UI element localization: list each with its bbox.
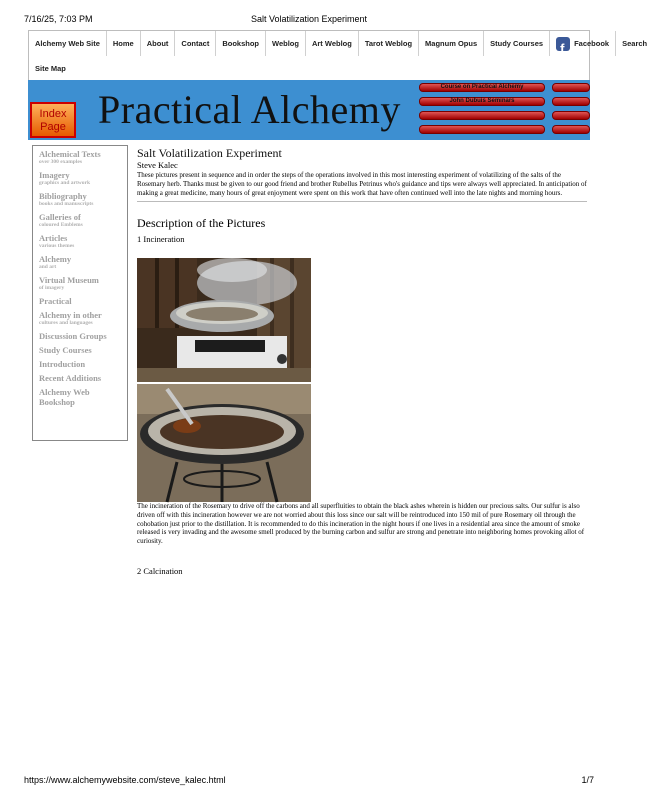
pictures-heading: Description of the Pictures <box>137 216 266 231</box>
incineration-photo-1 <box>137 258 311 382</box>
sidebar-item-label: Discussion Groups <box>39 331 107 341</box>
nav-about[interactable]: About <box>141 31 176 56</box>
sidebar-item-discussion-groups[interactable] <box>39 331 121 341</box>
banner <box>28 80 590 140</box>
index-line2: Page <box>40 121 66 133</box>
sidebar-item-label: Study Courses <box>39 345 92 355</box>
sidebar-item-label: Practical <box>39 296 72 306</box>
sidebar-item-label: Imagery <box>39 170 70 180</box>
sidebar-item-label: Bibliography <box>39 191 87 201</box>
nav-art-weblog[interactable]: Art Weblog <box>306 31 359 56</box>
sidebar-item-sublabel: coloured Emblems <box>39 222 83 228</box>
section-1-label: 1 Incineration <box>137 234 185 245</box>
sidebar-item-other-cultures[interactable] <box>39 310 121 327</box>
section-2-label: 2 Calcination <box>137 566 183 576</box>
sidebar-item-label: Alchemical Texts <box>39 149 101 159</box>
banner-button-blank-2[interactable] <box>552 97 590 106</box>
nav-bookshop[interactable]: Bookshop <box>216 31 266 56</box>
nav-site-map[interactable]: Site Map <box>35 64 66 73</box>
sidebar-item-label: Alchemy <box>39 254 72 264</box>
index-line1: Index <box>39 108 67 120</box>
nav-facebook-label: Facebook <box>574 39 610 48</box>
sidebar-item-virtual-museum[interactable] <box>39 275 121 292</box>
banner-button-blank-4[interactable] <box>552 111 590 120</box>
john-dubuis-seminars-button[interactable]: John Dubuis Seminars <box>419 97 545 106</box>
banner-title: Practical Alchemy <box>98 87 401 132</box>
nav-magnum-opus[interactable]: Magnum Opus <box>419 31 484 56</box>
sidebar-item-galleries[interactable] <box>39 212 121 229</box>
facebook-icon <box>556 37 570 51</box>
sidebar-item-sublabel: over 300 examples <box>39 159 82 165</box>
nav-weblog[interactable]: Weblog <box>266 31 306 56</box>
sidebar-item-sublabel: books and manuscripts <box>39 201 94 207</box>
sidebar-item-label: Virtual Museum <box>39 275 99 285</box>
course-practical-alchemy-button[interactable]: Course on Practical Alchemy <box>419 83 545 92</box>
banner-button-blank-5[interactable] <box>419 125 545 134</box>
banner-button-blank-1[interactable] <box>552 83 590 92</box>
nav-tarot-weblog[interactable]: Tarot Weblog <box>359 31 419 56</box>
sidebar-item-sublabel: cultures and languages <box>39 320 93 326</box>
sidebar-item-imagery[interactable] <box>39 170 121 187</box>
article-title: Salt Volatilization Experiment <box>137 146 282 160</box>
sidebar-item-sublabel: graphics and artwork <box>39 180 91 186</box>
nav-study-courses[interactable]: Study Courses <box>484 31 550 56</box>
print-footer <box>24 775 594 787</box>
section-1-description: The incineration of the Rosemary to drive off the carbons and all superfluities to obtain the black ashes wherein is hidden our precious salts. Our sulfur is also driven off with this incineration however we are not worried about this loss since our salt will be reintroduced into 150 mil of pure Rosemary oil through the cohobation just prior to the distillation. It is recommended to do this incineration in the night hours if one lives in a residential area since the amount of smoke released is very invading and the awesome smell produced by the burning carbon and sulfur are strong and penetrate into neighboring homes provoking allot of curiosity. <box>137 502 585 546</box>
sidebar-item-sublabel: various themes <box>39 243 75 249</box>
banner-button-blank-3[interactable] <box>419 111 545 120</box>
article-intro: These pictures present in sequence and in order the steps of the operations involved in this most interesting experiment of volatilizing of the salts of the Rosemary herb. Thanks must be given to our good friend and brother Rubellus Petrinus who's guidance and tips were always well appreciated. In anticipation of making a great medicine, many hours of great enjoyment were spent on this work that have often continued well into the late nights and morning hours. <box>137 171 587 197</box>
print-url: https://www.alchemywebsite.com/steve_kalec.html <box>24 775 226 785</box>
incineration-photo-2 <box>137 384 311 502</box>
sidebar-item-introduction[interactable] <box>39 359 121 369</box>
sidebar-item-label: Alchemy in other <box>39 310 102 320</box>
sidebar-item-recent-additions[interactable] <box>39 373 121 383</box>
print-header <box>24 14 594 26</box>
sidebar-item-sublabel: of imagery <box>39 285 65 291</box>
incineration-photo-2-image <box>137 384 311 502</box>
sidebar-item-label: Articles <box>39 233 68 243</box>
nav-search[interactable]: Search <box>622 39 648 48</box>
nav-contact[interactable]: Contact <box>175 31 216 56</box>
sidebar-item-alchemical-texts[interactable] <box>39 149 121 166</box>
sidebar-item-label: Galleries of <box>39 212 81 222</box>
sidebar-item-practical[interactable] <box>39 296 121 306</box>
sidebar-menu <box>32 145 128 441</box>
sidebar-item-label: Introduction <box>39 359 86 369</box>
print-page-number: 1/7 <box>581 775 594 785</box>
sidebar-item-label: Recent Additions <box>39 373 102 383</box>
divider <box>137 201 587 202</box>
sidebar-item-bibliography[interactable] <box>39 191 121 208</box>
top-navigation <box>28 30 648 80</box>
article-content <box>137 146 587 244</box>
sidebar-item-articles[interactable] <box>39 233 121 250</box>
sidebar-item-label: Alchemy Web Bookshop <box>39 387 90 407</box>
incineration-photo-1-image <box>137 258 311 382</box>
index-page-button[interactable] <box>30 102 76 138</box>
nav-home[interactable]: Home <box>107 31 141 56</box>
sidebar-item-study-courses[interactable] <box>39 345 121 355</box>
banner-button-blank-6[interactable] <box>552 125 590 134</box>
sidebar-item-alchemy-web-bookshop[interactable] <box>39 387 121 407</box>
print-date: 7/16/25, 7:03 PM <box>24 14 93 24</box>
nav-facebook[interactable] <box>550 31 616 56</box>
sidebar-item-alchemy-and-art[interactable] <box>39 254 121 271</box>
article-author: Steve Kalec <box>137 160 178 170</box>
nav-alchemy-web-site[interactable]: Alchemy Web Site <box>29 31 107 56</box>
sidebar-item-sublabel: and art <box>39 264 57 270</box>
print-title: Salt Volatilization Experiment <box>250 14 368 24</box>
